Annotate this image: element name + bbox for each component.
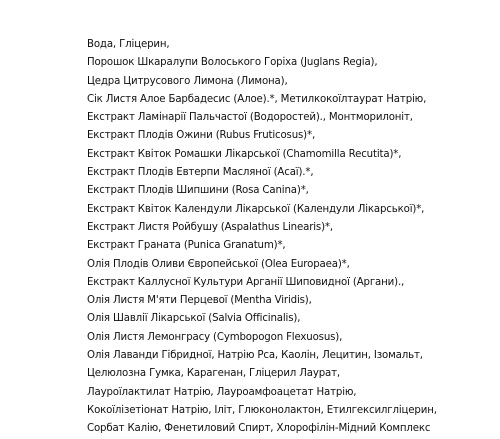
ingredient-line: Олія Листя М'яти Перцевої (Mentha Viridis), <box>87 295 312 307</box>
ingredient-line: Олія Листя Лемонграсу (Cymbopogon Flexuosus), <box>87 331 343 343</box>
ingredient-line: Олія Плодів Оливи Європейської (Olea Europaea)*, <box>87 258 350 270</box>
ingredient-line: Екстракт Листя Ройбушу (Aspalathus Linearis)*, <box>87 221 333 233</box>
ingredient-line: Екстракт Квіток Ромашки Лікарської (Chamomilla Recutita)*, <box>87 148 402 160</box>
ingredients-list <box>87 36 492 439</box>
ingredient-line: Порошок Шкаралупи Волоського Горіха (Juglans Regia), <box>87 57 378 69</box>
ingredient-line: Сорбат Калію, Фенетиловий Спирт, Хлорофілін-Мідний Комплекс <box>87 423 431 435</box>
ingredient-line: Олія Шавлії Лікарської (Salvia Officinalis), <box>87 313 301 325</box>
ingredient-line: Екстракт Граната (Punica Granatum)*, <box>87 240 286 252</box>
ingredient-line: Екстракт Плодів Евтерпи Масляної (Асаї).*, <box>87 167 314 179</box>
ingredient-line: Екстракт Плодів Шипшини (Rosa Canina)*, <box>87 185 309 197</box>
ingredient-line: Лауроїлактилат Натрію, Лаурoамфоацетат Натрію, <box>87 386 357 398</box>
ingredient-line: Сік Листя Алое Барбадесис (Алое).*, Метилкокоїлтаурат Натрію, <box>87 93 427 105</box>
ingredient-line: Целюлозна Гумка, Карагенан, Гліцерил Лаурат, <box>87 368 341 380</box>
ingredient-line: Екстракт Каллусної Культури Арганії Шиповидної (Аргани)., <box>87 276 405 288</box>
ingredient-line: Вода, Гліцерин, <box>87 39 170 50</box>
ingredient-line: Екстракт Ламінарії Пальчастої (Водоростей)., Монтморилоніт, <box>87 112 413 124</box>
ingredient-line: Екстракт Квіток Календули Лікарської (Календули Лікарської)*, <box>87 203 425 215</box>
ingredient-line: Цедра Цитрусового Лимона (Лимона), <box>87 75 288 87</box>
ingredient-line: Олія Лаванди Гібридної, Натрію Рса, Каолін, Лецитин, Ізомальт, <box>87 350 423 362</box>
ingredient-line: Кокоїлізетіонат Натрію, Ілiт, Глюконолактон, Етилгексилгліцерин, <box>87 404 437 416</box>
ingredient-line: Екстракт Плодів Ожини (Rubus Fruticosus)*, <box>87 130 316 142</box>
